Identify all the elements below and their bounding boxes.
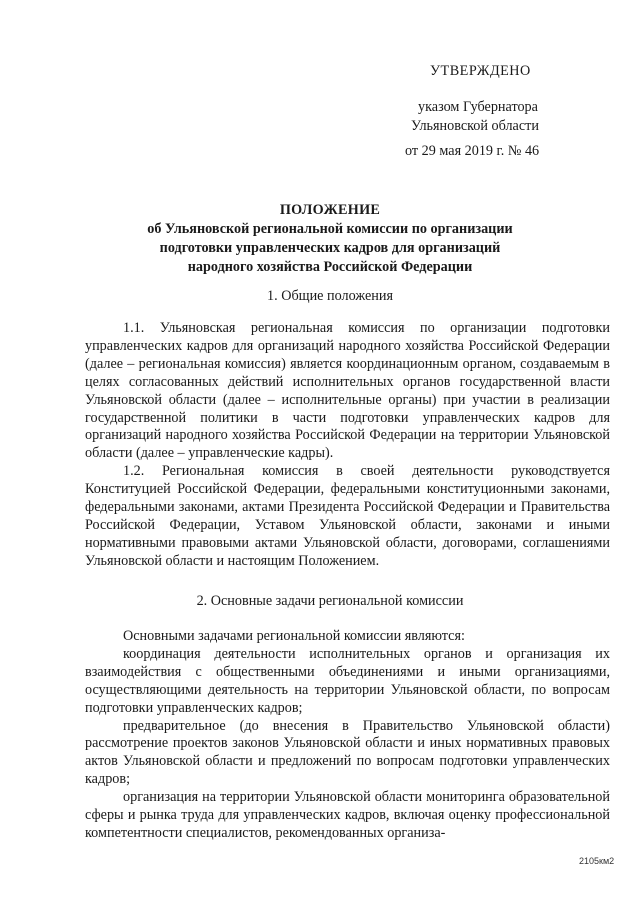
approval-date-line: от 29 мая 2019 г. № 46	[405, 143, 540, 159]
approval-decree-line: указом Губернатора	[418, 99, 538, 115]
section-1-body	[85, 320, 610, 571]
section-2-body	[85, 628, 610, 843]
document-subtitle-line: об Ульяновской региональной комиссии по организации	[147, 221, 513, 237]
document-heading	[90, 201, 570, 277]
tasks-intro-paragraph: Основными задачами региональной комиссии являются:	[123, 628, 465, 644]
task-review-paragraph: предварительное (до внесения в Правительство Ульяновской области) рассмотрение проектов законов Ульяновской области и иных нормативных правовых актов Ульяновской области и предложений по вопросам подготовки управленческих кадров;	[85, 717, 610, 788]
document-subtitle-line: народного хозяйства Российской Федерации	[187, 259, 473, 275]
approval-title: УТВЕРЖДЕНО	[430, 63, 531, 79]
document-subtitle-line: подготовки управленческих кадров для организаций	[159, 240, 501, 256]
section-2-title: 2. Основные задачи региональной комиссии	[196, 593, 464, 609]
page-code: 2105км2	[579, 856, 615, 866]
section-1-title: 1. Общие положения	[267, 288, 393, 304]
paragraph-1-1: 1.1. Ульяновская региональная комиссия по организации подготовки управленческих кадров для организаций народного хозяйства Российской Федерации (далее – региональная комиссия) является координационным органом, создаваемым в целях согласованных действий исполнительных органов государственной власти Ульяновской области (далее – исполнительные органы) при участии в реализации государственной политики в части подготовки управленческих кадров для организаций народного хозяйства Российской Федерации на территории Ульяновской области (далее – управленческие кадры).	[85, 320, 610, 462]
task-coordination-paragraph: координация деятельности исполнительных органов и организация их взаимодействия с общественными объединениями и иными организациями, осуществляющими деятельность на территории Ульяновской области, по вопросам подготовки управленческих кадров;	[85, 645, 610, 716]
approval-stamp	[0, 0, 640, 160]
approval-region-line: Ульяновской области	[411, 118, 539, 134]
document-title: ПОЛОЖЕНИЕ	[279, 202, 381, 218]
task-monitoring-paragraph: организация на территории Ульяновской области мониторинга образовательной сферы и рынка труда для управленческих кадров, включая оценку профессиональной компетентности специалистов, рекомендованных организа-	[85, 789, 610, 841]
paragraph-1-2: 1.2. Региональная комиссия в своей деятельности руководствуется Конституцией Российской Федерации, федеральными конституционными законами, федеральными законами, актами Президента Российской Федерации и Правительства Российской Федерации, Уставом Ульяновской области, законами и иными нормативными правовыми актами Ульяновской области, договорами, соглашениями Ульяновской области и настоящим Положением.	[85, 463, 610, 569]
